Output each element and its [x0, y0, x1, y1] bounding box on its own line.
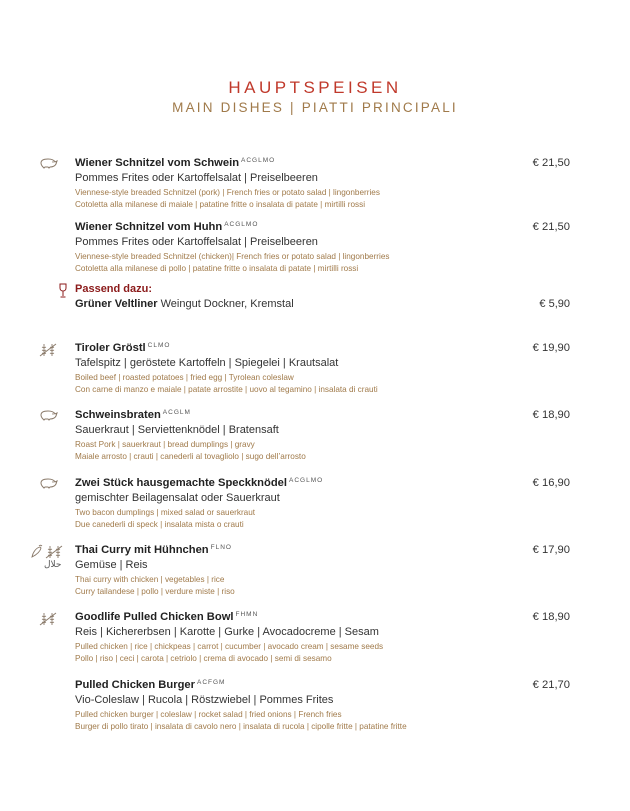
- item-name: Goodlife Pulled Chicken Bowl: [75, 611, 234, 623]
- pig-icon: [38, 477, 68, 491]
- item-name: Tiroler Gröstl: [75, 342, 146, 354]
- item-description-en: Boiled beef | roasted potatoes | fried egg | Tyrolean coleslaw: [75, 373, 294, 382]
- item-description-de: Gemüse | Reis: [75, 559, 148, 571]
- item-allergens: ACGLMO: [241, 157, 276, 164]
- item-description-de: Tafelspitz | geröstete Kartoffeln | Spiegelei | Krautsalat: [75, 357, 339, 369]
- item-description-it: Con carne di manzo e maiale | patate arrostite | uovo al tegamino | insalata di crauti: [75, 385, 378, 394]
- item-name: Pulled Chicken Burger: [75, 679, 195, 691]
- item-name: Thai Curry mit Hühnchen: [75, 544, 209, 556]
- no-gluten-icon: [38, 611, 68, 625]
- item-allergens: ACGLMO: [289, 477, 324, 484]
- item-name: Wiener Schnitzel vom Schwein: [75, 157, 240, 169]
- item-name: Zwei Stück hausgemachte Speckknödel: [75, 477, 288, 489]
- page-subtitle: MAIN DISHES | PIATTI PRINCIPALI: [172, 100, 458, 115]
- item-description-en: Two bacon dumplings | mixed salad or sauerkraut: [75, 508, 256, 517]
- pig-icon: [38, 157, 68, 171]
- item-description-de: gemischter Beilagensalat oder Sauerkraut: [75, 492, 280, 504]
- item-description-en: Thai curry with chicken | vegetables | rice: [75, 575, 225, 584]
- item-description-it: Burger di pollo tirato | insalata di cavolo nero | insalata di rucola | cipolle fritte | patatine fritte: [75, 722, 407, 731]
- item-description-de: Vio-Coleslaw | Rucola | Röstzwiebel | Pommes Frites: [75, 694, 334, 706]
- item-name: Wiener Schnitzel vom Huhn: [75, 221, 223, 233]
- item-allergens: FLNO: [210, 544, 232, 551]
- no-gluten-icon: [38, 342, 68, 356]
- item-allergens: ACFGM: [196, 679, 226, 686]
- item-price: € 19,90: [532, 342, 570, 354]
- item-description-de: Reis | Kichererbsen | Karotte | Gurke | Avocadocreme | Sesam: [75, 626, 379, 638]
- item-price: € 21,50: [532, 221, 570, 233]
- item-price: € 18,90: [532, 611, 570, 623]
- pairing-price: € 5,90: [539, 298, 570, 310]
- item-price: € 21,50: [532, 157, 570, 169]
- pig-icon: [38, 409, 68, 423]
- no-gluten-icon: [44, 544, 74, 558]
- item-allergens: CLMO: [147, 342, 171, 349]
- item-description-it: Due canederli di speck | insalata mista o crauti: [75, 520, 244, 529]
- item-description-en: Pulled chicken | rice | chickpeas | carrot | cucumber | avocado cream | sesame seeds: [75, 642, 384, 651]
- item-name: Schweinsbraten: [75, 409, 161, 421]
- pairing-label: Passend dazu:: [75, 283, 153, 295]
- halal-badge: حلال: [44, 560, 62, 570]
- item-allergens: FHMN: [235, 611, 259, 618]
- item-description-it: Cotoletta alla milanese di maiale | patatine fritte o insalata di patate | mirtilli rossi: [75, 200, 366, 209]
- item-description-en: Roast Pork | sauerkraut | bread dumplings | gravy: [75, 440, 255, 449]
- item-description-it: Cotoletta alla milanese di pollo | patatine fritte o insalata di patate | mirtilli rossi: [75, 264, 359, 273]
- item-description-it: Maiale arrosto | crauti | canederli al tovagliolo | sugo dell’arrosto: [75, 452, 306, 461]
- item-price: € 17,90: [532, 544, 570, 556]
- item-description-en: Viennese-style breaded Schnitzel (pork) | French fries or potato salad | lingonberries: [75, 188, 380, 197]
- item-allergens: ACGLMO: [224, 221, 259, 228]
- page-title: HAUPTSPEISEN: [228, 78, 402, 97]
- item-description-it: Pollo | riso | ceci | carota | cetriolo | crema di avocado | semi di sesamo: [75, 654, 332, 663]
- item-price: € 21,70: [532, 679, 570, 691]
- item-description-de: Pommes Frites oder Kartoffelsalat | Preiselbeeren: [75, 172, 318, 184]
- item-description-en: Pulled chicken burger | coleslaw | rocket salad | fried onions | French fries: [75, 710, 342, 719]
- item-description-de: Sauerkraut | Serviettenknödel | Bratensaft: [75, 424, 279, 436]
- item-allergens: ACGLM: [162, 409, 191, 416]
- pairing-wine: Grüner Veltliner: [75, 298, 158, 310]
- item-description-en: Viennese-style breaded Schnitzel (chicken)| French fries or potato salad | lingonberries: [75, 252, 390, 261]
- item-price: € 16,90: [532, 477, 570, 489]
- item-description-it: Curry tailandese | pollo | verdure miste | riso: [75, 587, 235, 596]
- pairing-producer: Weingut Dockner, Kremstal: [160, 298, 294, 310]
- item-description-de: Pommes Frites oder Kartoffelsalat | Preiselbeeren: [75, 236, 318, 248]
- item-price: € 18,90: [532, 409, 570, 421]
